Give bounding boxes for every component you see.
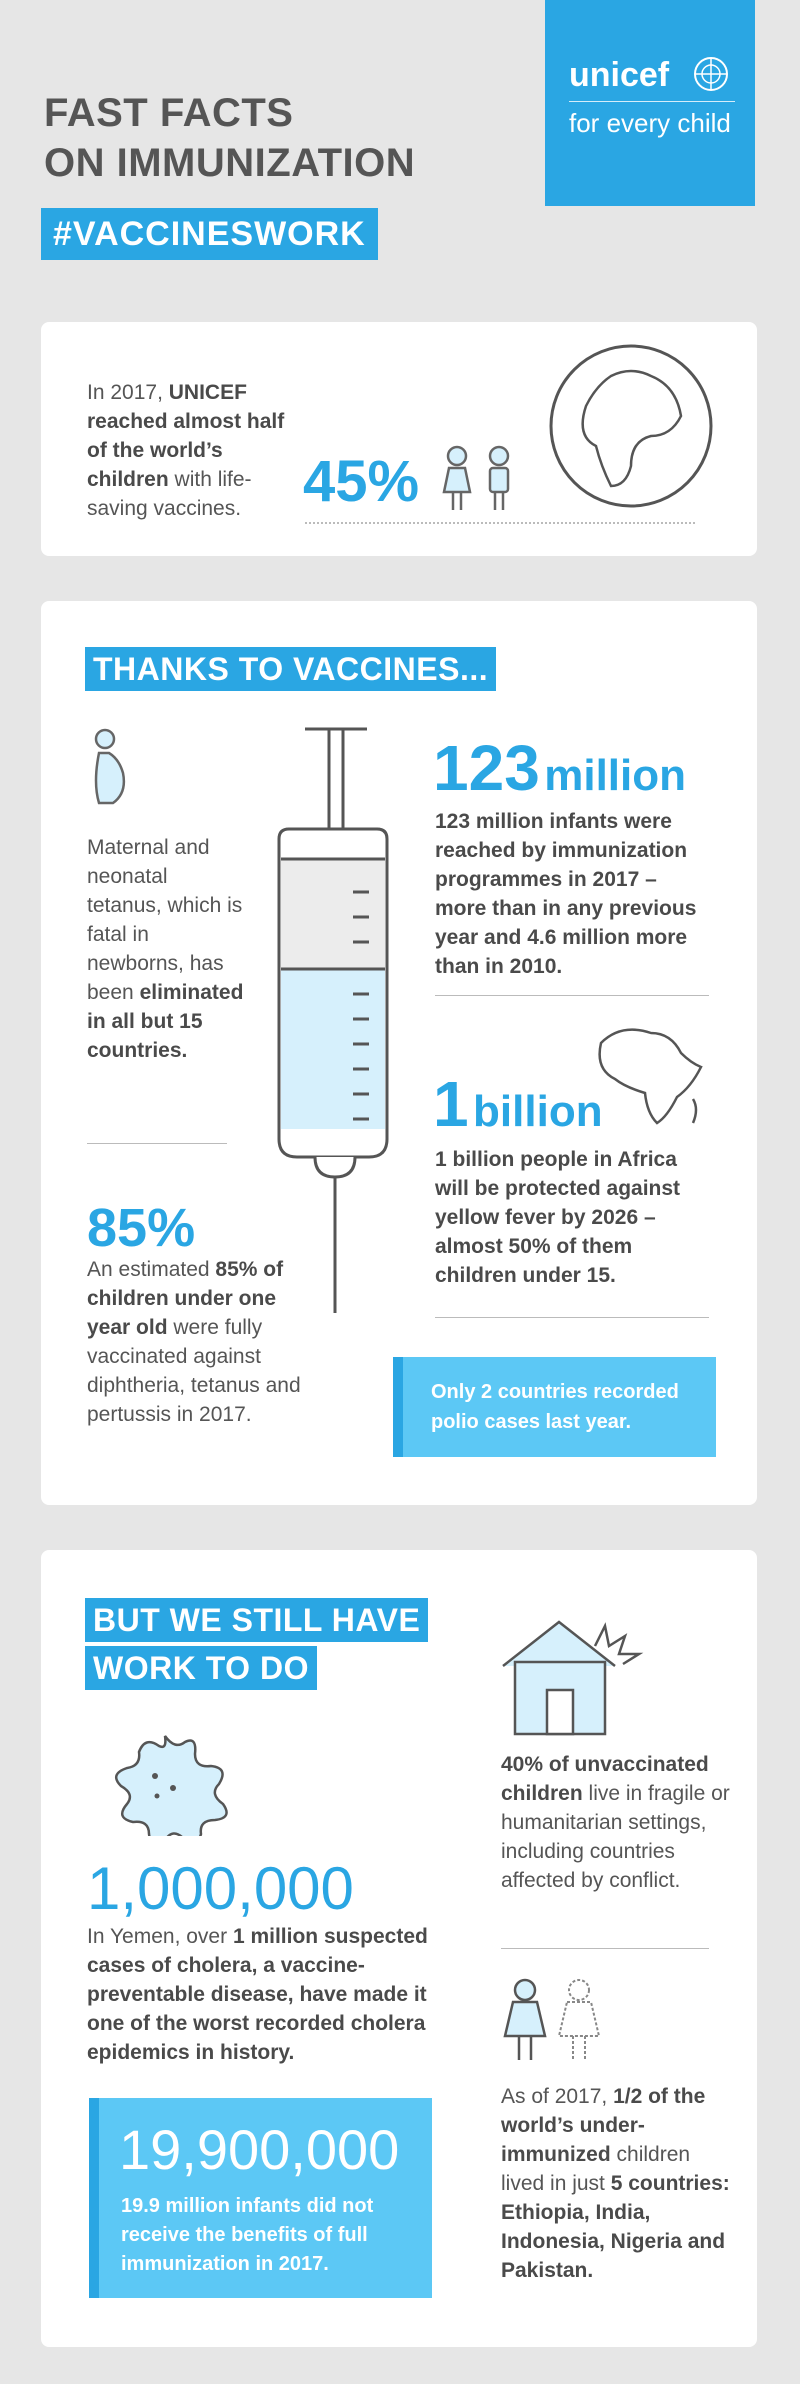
reach-text-post: with life-saving vaccines. <box>87 468 252 520</box>
globe-icon <box>541 336 721 516</box>
logo-rule <box>569 101 735 102</box>
stat123-number: 123 <box>433 732 540 804</box>
title-line-2: ON IMMUNIZATION <box>44 141 416 185</box>
reach-percent: 45% <box>303 449 420 514</box>
thanks-heading: THANKS TO VACCINES... <box>85 647 496 691</box>
divider-work <box>501 1948 709 1949</box>
under-text-bold: 1/2 of the world’s under-immunized <box>501 2085 706 2166</box>
tetanus-text-pre: Maternal and neonatal tetanus, which is fatal in newborns, has been <box>87 836 243 1004</box>
two-children-icon <box>499 1970 609 2070</box>
stat1b-unit: billion <box>473 1087 603 1136</box>
cholera-text-bold-2: the worst recorded cholera epidemics in history. <box>87 2012 426 2064</box>
reach-text-bold: UNICEF reached almost half of the world’s children <box>87 381 285 491</box>
infants-text: 19.9 million infants did not receive the benefits of full immunization in 2017. <box>121 2195 374 2275</box>
stat123-unit: million <box>544 751 687 800</box>
pregnant-woman-icon <box>87 725 131 825</box>
fragile-text-rest: live in fragile or humanitarian settings, including countries affected by conflict. <box>501 1782 730 1892</box>
house-icon <box>495 1606 655 1746</box>
divider-right-2 <box>435 1317 709 1318</box>
page-title <box>44 88 524 188</box>
syringe-icon <box>271 727 391 1317</box>
work-card <box>41 1550 757 2347</box>
work-heading-line-1: BUT WE STILL HAVE <box>85 1598 428 1642</box>
virus-icon <box>95 1726 235 1836</box>
cholera-text <box>87 1922 437 2067</box>
work-heading-line-2: WORK TO DO <box>85 1646 317 1690</box>
reach-text <box>87 378 287 523</box>
under-text-pre: As of 2017, <box>501 2085 614 2108</box>
work-heading <box>85 1598 428 1690</box>
stat85-text-bold: 85% of children under one year old <box>87 1258 284 1339</box>
cholera-text-pre: In Yemen, over <box>87 1925 233 1948</box>
stat85-text-post: were fully vaccinated against diphtheria, tetanus and pertussis in 2017. <box>87 1316 301 1426</box>
tetanus-text <box>87 833 247 1065</box>
thanks-card <box>41 601 757 1505</box>
stat123-text: 123 million infants were reached by immunization programmes in 2017 – more than in any previous year and 4.6 million more than in 2010. <box>435 810 697 978</box>
stat1b-number: 1 <box>433 1068 469 1140</box>
logo-brand: unicef <box>569 56 670 94</box>
under-text-bold-2: 5 countries: Ethiopia, India, Indonesia, Nigeria and Pakistan. <box>501 2172 730 2282</box>
stat1b-text: 1 billion people in Africa will be protected against yellow fever by 2026 – almost 50% of them children under 15. <box>435 1148 681 1287</box>
stat85-text-pre: An estimated <box>87 1258 216 1281</box>
polio-box-edge <box>393 1357 403 1457</box>
unicef-logo <box>545 0 755 206</box>
under-text-mid: children lived in just <box>501 2143 691 2195</box>
hashtag-badge: #VACCINESWORK <box>41 208 378 260</box>
under-immunized-text <box>501 2082 731 2285</box>
reach-text-pre: In 2017, <box>87 381 169 404</box>
infants-box-edge <box>89 2098 99 2298</box>
children-icon <box>433 434 533 524</box>
divider-right-1 <box>435 995 709 996</box>
divider-left <box>87 1143 227 1144</box>
logo-tagline: for every child <box>569 108 731 138</box>
title-line-1: FAST FACTS <box>44 91 294 135</box>
cholera-text-bold-1: 1 million <box>232 1925 319 1948</box>
tetanus-text-bold: eliminated in all but 15 countries. <box>87 981 244 1062</box>
reach-card <box>41 322 757 556</box>
polio-text: Only 2 countries recorded polio cases last year. <box>431 1381 679 1433</box>
cholera-value: 1,000,000 <box>87 1855 354 1922</box>
infants-value: 19,900,000 <box>119 2118 400 2181</box>
africa-icon <box>591 1013 711 1133</box>
globe-emblem-icon <box>691 54 731 94</box>
cholera-text-mid: suspected cases of cholera, a vaccine-preventable disease, have made it one of <box>87 1925 428 2035</box>
stat123-heading <box>433 733 686 803</box>
stat85-value: 85% <box>87 1198 196 1258</box>
infants-box <box>89 2098 432 2298</box>
stat1b-heading <box>433 1069 603 1139</box>
fragile-text-bold: 40% of unvaccinated children <box>501 1753 709 1805</box>
fragile-text <box>501 1750 731 1895</box>
polio-box <box>393 1357 716 1457</box>
